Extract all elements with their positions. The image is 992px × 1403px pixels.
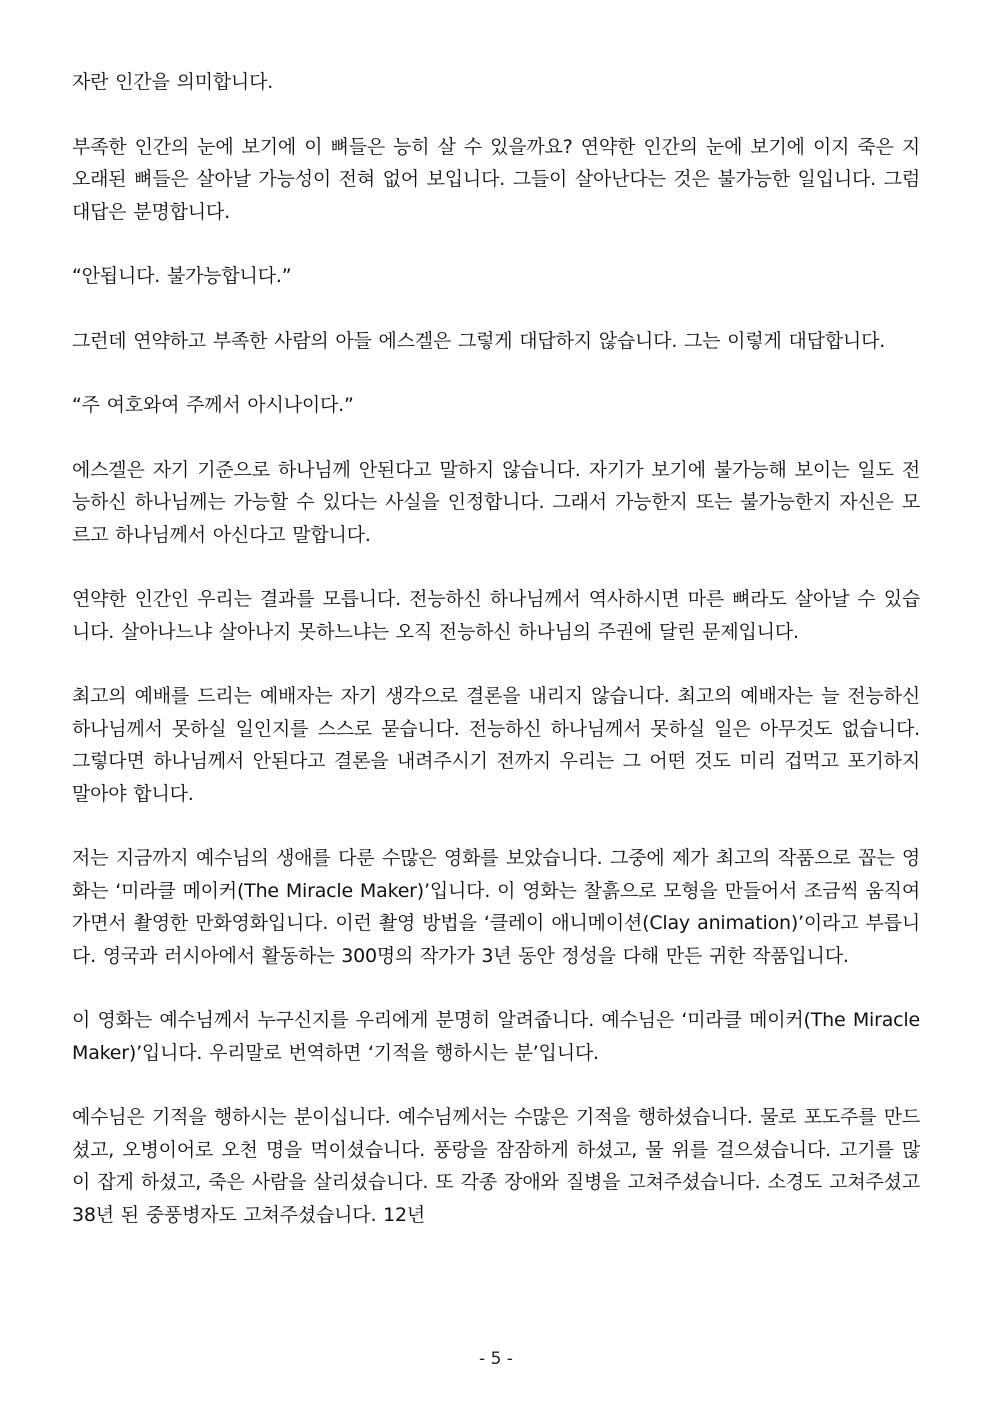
paragraph: 자란 인간을 의미합니다. xyxy=(72,71,274,93)
paragraph: 저는 지금까지 예수님의 생애를 다룬 수많은 영화를 보았습니다. 그중에 제가 최고의 작품으로 꼽는 영화는 ‘미라클 메이커(The Miracle Maker)’입니다. 이 영화는 찰흙으로 모형을 만들어서 조금씩 움직여 가면서 촬영한 만화영화입니다. 이런 촬영 방법을 ‘클레이 애니메이션(Clay animation)’이라고 부릅니다. 영국과 러시아에서 활동하는 300명의 작가가 3년 동안 정성을 다해 만든 귀한 작품입니다. xyxy=(72,847,920,967)
paragraph: 이 영화는 예수님께서 누구신지를 우리에게 분명히 알려줍니다. 예수님은 ‘미라클 메이커(The Miracle Maker)’입니다. 우리말로 번역하면 ‘기적을 행하시는 분’입니다. xyxy=(72,1009,920,1064)
paragraph: 예수님은 기적을 행하시는 분이십니다. 예수님께서는 수많은 기적을 행하셨습니다. 물로 포도주를 만드셨고, 오병이어로 오천 명을 먹이셨습니다. 풍랑을 잠잠하게 하셨고, 물 위를 걸으셨습니다. 고기를 많이 잡게 하셨고, 죽은 사람을 살리셨습니다. 또 각종 장애와 질병을 고쳐주셨습니다. 소경도 고쳐주셨고 38년 된 중풍병자도 고쳐주셨습니다. 12년 xyxy=(72,1106,920,1226)
paragraph: 최고의 예배를 드리는 예배자는 자기 생각으로 결론을 내리지 않습니다. 최고의 예배자는 늘 전능하신 하나님께서 못하실 일인지를 스스로 묻습니다. 전능하신 하나님께서 못하실 일은 아무것도 없습니다. 그렇다면 하나님께서 안된다고 결론을 내려주시기 전까지 우리는 그 어떤 것도 미리 겁먹고 포기하지 말아야 합니다. xyxy=(72,685,920,805)
paragraph: “주 여호와여 주께서 아시나이다.” xyxy=(72,394,354,416)
paragraph: 부족한 인간의 눈에 보기에 이 뼈들은 능히 살 수 있을까요? 연약한 인간의 눈에 보기에 이지 죽은 지 오래된 뼈들은 살아날 가능성이 전혀 없어 보입니다. 그들이 살아난다는 것은 불가능한 일입니다. 그럼 대답은 분명합니다. xyxy=(72,135,920,223)
page-number: - 5 - xyxy=(479,1349,513,1369)
paragraph: 그런데 연약하고 부족한 사람의 아들 에스겔은 그렇게 대답하지 않습니다. 그는 이렇게 대답합니다. xyxy=(72,329,886,352)
document-body xyxy=(72,66,920,1231)
paragraph: “안됩니다. 불가능합니다.” xyxy=(72,265,292,287)
paragraph: 연약한 인간인 우리는 결과를 모릅니다. 전능하신 하나님께서 역사하시면 마른 뼈라도 살아날 수 있습니다. 살아나느냐 살아나지 못하느냐는 오직 전능하신 하나님의 주권에 달린 문제입니다. xyxy=(72,588,920,643)
paragraph: 에스겔은 자기 기준으로 하나님께 안된다고 말하지 않습니다. 자기가 보기에 불가능해 보이는 일도 전능하신 하나님께는 가능할 수 있다는 사실을 인정합니다. 그래서 가능한지 또는 불가능한지 자신은 모르고 하나님께서 아신다고 말합니다. xyxy=(72,458,920,546)
